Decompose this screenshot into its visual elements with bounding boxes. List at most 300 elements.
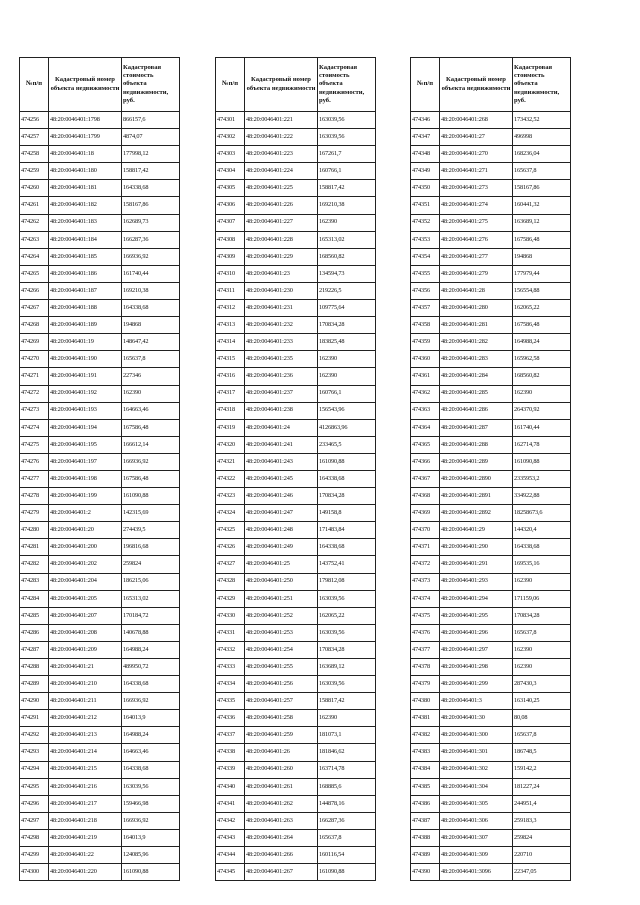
- cell-cadastral-cost: 163039,56: [318, 590, 376, 607]
- cell-cadastral-number: 48:20:0046401:215: [49, 761, 122, 778]
- cell-cadastral-cost: 162390: [513, 573, 571, 590]
- table-row: [411, 676, 571, 693]
- cell-cadastral-number: 48:20:0046401:289: [440, 453, 513, 470]
- cell-cadastral-number: 48:20:0046401:243: [245, 453, 318, 470]
- cell-cadastral-cost: 164988,24: [122, 641, 180, 658]
- table-row: [411, 727, 571, 744]
- table-row: [411, 368, 571, 385]
- header-num: №п/п: [20, 58, 49, 112]
- table-row: [20, 607, 180, 624]
- cell-cadastral-cost: 164338,68: [122, 300, 180, 317]
- cell-cadastral-cost: 144878,16: [318, 795, 376, 812]
- cell-cadastral-number: 48:20:0046401:24: [245, 419, 318, 436]
- header-num: №п/п: [216, 58, 245, 112]
- cell-num: 474365: [411, 436, 440, 453]
- table-body: [411, 112, 571, 881]
- table-row: [216, 539, 376, 556]
- table-row: [411, 282, 571, 299]
- cell-num: 474268: [20, 317, 49, 334]
- cell-cadastral-number: 48:20:0046401:300: [440, 727, 513, 744]
- cell-cadastral-cost: 161090,88: [513, 453, 571, 470]
- cell-cadastral-cost: 162689,73: [122, 214, 180, 231]
- cell-cadastral-number: 48:20:0046401:3096: [440, 864, 513, 881]
- table-row: [411, 522, 571, 539]
- cell-num: 474318: [216, 402, 245, 419]
- cell-cadastral-number: 48:20:0046401:298: [440, 659, 513, 676]
- cell-num: 474388: [411, 829, 440, 846]
- cell-num: 474285: [20, 607, 49, 624]
- table-row: [216, 197, 376, 214]
- cell-cadastral-cost: 22347,05: [513, 864, 571, 881]
- cell-cadastral-cost: 163714,78: [318, 761, 376, 778]
- cell-cadastral-number: 48:20:0046401:302: [440, 761, 513, 778]
- cell-num: 474359: [411, 334, 440, 351]
- cell-cadastral-number: 48:20:0046401:202: [49, 556, 122, 573]
- cell-num: 474357: [411, 300, 440, 317]
- table-row: [20, 385, 180, 402]
- cell-cadastral-number: 48:20:0046401:253: [245, 624, 318, 641]
- cell-cadastral-number: 48:20:0046401:262: [245, 795, 318, 812]
- cadastral-table-2: [215, 57, 376, 881]
- cell-cadastral-number: 48:20:0046401:260: [245, 761, 318, 778]
- cell-num: 474336: [216, 710, 245, 727]
- cell-cadastral-number: 48:20:0046401:248: [245, 522, 318, 539]
- cell-cadastral-number: 48:20:0046401:301: [440, 744, 513, 761]
- cell-cadastral-cost: 160441,32: [513, 197, 571, 214]
- cell-num: 474257: [20, 129, 49, 146]
- cell-cadastral-cost: 164013,9: [122, 829, 180, 846]
- cell-num: 474344: [216, 847, 245, 864]
- table-row: [411, 864, 571, 881]
- cell-num: 474297: [20, 812, 49, 829]
- cell-cadastral-number: 48:20:0046401:200: [49, 539, 122, 556]
- cell-cadastral-cost: 161740,44: [513, 419, 571, 436]
- cell-cadastral-cost: 274439,5: [122, 522, 180, 539]
- cell-num: 474320: [216, 436, 245, 453]
- cell-cadastral-cost: 165637,8: [513, 163, 571, 180]
- cell-num: 474354: [411, 248, 440, 265]
- table-row: [216, 693, 376, 710]
- table-row: [411, 453, 571, 470]
- cell-cadastral-number: 48:20:0046401:285: [440, 385, 513, 402]
- cell-num: 474269: [20, 334, 49, 351]
- table-row: [20, 710, 180, 727]
- table-row: [20, 282, 180, 299]
- table-row: [216, 590, 376, 607]
- cell-cadastral-cost: 168885,6: [318, 778, 376, 795]
- cell-cadastral-cost: 143752,41: [318, 556, 376, 573]
- cell-cadastral-number: 48:20:0046401:18: [49, 146, 122, 163]
- cell-cadastral-cost: 163039,56: [318, 129, 376, 146]
- cell-cadastral-cost: 165637,8: [513, 727, 571, 744]
- cell-cadastral-number: 48:20:0046401:306: [440, 812, 513, 829]
- cell-cadastral-cost: 173432,52: [513, 112, 571, 129]
- cell-cadastral-cost: 165637,8: [318, 829, 376, 846]
- table-row: [411, 402, 571, 419]
- cell-cadastral-cost: 161090,88: [122, 864, 180, 881]
- cell-cadastral-number: 48:20:0046401:1799: [49, 129, 122, 146]
- cell-cadastral-number: 48:20:0046401:219: [49, 829, 122, 846]
- cell-cadastral-number: 48:20:0046401:274: [440, 197, 513, 214]
- cell-num: 474312: [216, 300, 245, 317]
- cell-cadastral-number: 48:20:0046401:297: [440, 641, 513, 658]
- table-row: [216, 607, 376, 624]
- cell-num: 474309: [216, 248, 245, 265]
- cell-num: 474290: [20, 693, 49, 710]
- cell-cadastral-cost: 496998: [513, 129, 571, 146]
- cell-num: 474274: [20, 419, 49, 436]
- header-cadastral-number: Кадастровый номер объекта недвижимости: [245, 58, 318, 112]
- cell-cadastral-number: 48:20:0046401:228: [245, 231, 318, 248]
- table-row: [411, 710, 571, 727]
- cell-num: 474340: [216, 778, 245, 795]
- cell-num: 474295: [20, 778, 49, 795]
- cell-cadastral-cost: 177979,44: [513, 265, 571, 282]
- cell-cadastral-number: 48:20:0046401:208: [49, 624, 122, 641]
- cell-num: 474270: [20, 351, 49, 368]
- cell-cadastral-number: 48:20:0046401:226: [245, 197, 318, 214]
- table-row: [411, 112, 571, 129]
- cell-cadastral-cost: 167586,48: [513, 231, 571, 248]
- table-row: [411, 470, 571, 487]
- cell-cadastral-cost: 165637,8: [513, 624, 571, 641]
- table-row: [411, 573, 571, 590]
- cell-cadastral-cost: 109775,64: [318, 300, 376, 317]
- cell-num: 474337: [216, 727, 245, 744]
- cell-cadastral-cost: 219226,5: [318, 282, 376, 299]
- cell-num: 474314: [216, 334, 245, 351]
- table-row: [20, 436, 180, 453]
- cell-cadastral-cost: 159142,2: [513, 761, 571, 778]
- cell-num: 474381: [411, 710, 440, 727]
- header-cadastral-number: Кадастровый номер объекта недвижимости: [49, 58, 122, 112]
- cell-num: 474301: [216, 112, 245, 129]
- cell-cadastral-number: 48:20:0046401:288: [440, 436, 513, 453]
- cell-cadastral-number: 48:20:0046401:245: [245, 470, 318, 487]
- cell-cadastral-number: 48:20:0046401:213: [49, 727, 122, 744]
- table-header-row: [20, 58, 180, 112]
- cell-cadastral-cost: 166612,14: [122, 436, 180, 453]
- cell-cadastral-cost: 159466,98: [122, 795, 180, 812]
- table-row: [20, 761, 180, 778]
- cell-num: 474266: [20, 282, 49, 299]
- cell-cadastral-cost: 162390: [122, 385, 180, 402]
- cell-cadastral-cost: 134594,73: [318, 265, 376, 282]
- cell-num: 474385: [411, 778, 440, 795]
- table-row: [216, 470, 376, 487]
- table-row: [20, 693, 180, 710]
- cell-cadastral-number: 48:20:0046401:19: [49, 334, 122, 351]
- cell-num: 474378: [411, 659, 440, 676]
- cell-cadastral-number: 48:20:0046401:279: [440, 265, 513, 282]
- cell-cadastral-number: 48:20:0046401:30: [440, 710, 513, 727]
- cell-cadastral-cost: 194868: [513, 248, 571, 265]
- cell-cadastral-number: 48:20:0046401:193: [49, 402, 122, 419]
- cell-cadastral-number: 48:20:0046401:283: [440, 351, 513, 368]
- table-row: [216, 282, 376, 299]
- cell-num: 474345: [216, 864, 245, 881]
- table-row: [20, 300, 180, 317]
- cell-cadastral-cost: 259183,3: [513, 812, 571, 829]
- cell-cadastral-cost: 124085,96: [122, 847, 180, 864]
- cell-num: 474370: [411, 522, 440, 539]
- table-row: [20, 197, 180, 214]
- cell-cadastral-cost: 18258673,6: [513, 505, 571, 522]
- cell-cadastral-number: 48:20:0046401:281: [440, 317, 513, 334]
- table-row: [20, 488, 180, 505]
- table-header-row: [411, 58, 571, 112]
- cell-num: 474322: [216, 470, 245, 487]
- table-row: [20, 778, 180, 795]
- table-row: [411, 214, 571, 231]
- cell-num: 474258: [20, 146, 49, 163]
- cell-cadastral-cost: 163140,25: [513, 693, 571, 710]
- cell-num: 474349: [411, 163, 440, 180]
- table-row: [20, 129, 180, 146]
- cell-cadastral-cost: 158167,86: [513, 180, 571, 197]
- cell-num: 474278: [20, 488, 49, 505]
- cell-cadastral-number: 48:20:0046401:211: [49, 693, 122, 710]
- cell-num: 474282: [20, 556, 49, 573]
- cell-num: 474294: [20, 761, 49, 778]
- cell-num: 474343: [216, 829, 245, 846]
- cell-cadastral-number: 48:20:0046401:266: [245, 847, 318, 864]
- cell-cadastral-cost: 170834,28: [318, 641, 376, 658]
- table-row: [216, 829, 376, 846]
- cell-cadastral-cost: 169210,38: [318, 197, 376, 214]
- cell-cadastral-number: 48:20:0046401:224: [245, 163, 318, 180]
- cell-cadastral-cost: 866157,6: [122, 112, 180, 129]
- cell-num: 474377: [411, 641, 440, 658]
- cell-num: 474335: [216, 693, 245, 710]
- cell-cadastral-number: 48:20:0046401:229: [245, 248, 318, 265]
- table-row: [411, 744, 571, 761]
- cell-cadastral-cost: 164013,9: [122, 710, 180, 727]
- cell-num: 474305: [216, 180, 245, 197]
- cell-cadastral-number: 48:20:0046401:252: [245, 607, 318, 624]
- table-row: [411, 659, 571, 676]
- cell-cadastral-cost: 166936,92: [122, 248, 180, 265]
- cell-num: 474331: [216, 624, 245, 641]
- cell-cadastral-cost: 162065,22: [513, 300, 571, 317]
- cell-cadastral-cost: 164663,46: [122, 744, 180, 761]
- cell-cadastral-cost: 161740,44: [122, 265, 180, 282]
- table-row: [411, 624, 571, 641]
- cell-cadastral-cost: 162390: [513, 659, 571, 676]
- cell-num: 474380: [411, 693, 440, 710]
- cell-cadastral-number: 48:20:0046401:273: [440, 180, 513, 197]
- table-row: [411, 163, 571, 180]
- table-row: [216, 385, 376, 402]
- table-row: [411, 231, 571, 248]
- cell-num: 474262: [20, 214, 49, 231]
- cell-cadastral-number: 48:20:0046401:29: [440, 522, 513, 539]
- table-row: [20, 624, 180, 641]
- table-row: [411, 539, 571, 556]
- cell-cadastral-number: 48:20:0046401:287: [440, 419, 513, 436]
- cell-cadastral-cost: 164988,24: [513, 334, 571, 351]
- cell-num: 474303: [216, 146, 245, 163]
- cell-cadastral-number: 48:20:0046401:207: [49, 607, 122, 624]
- cell-cadastral-cost: 164338,68: [122, 180, 180, 197]
- cell-cadastral-cost: 161090,88: [318, 864, 376, 881]
- cell-num: 474326: [216, 539, 245, 556]
- cell-cadastral-number: 48:20:0046401:191: [49, 368, 122, 385]
- cell-cadastral-cost: 177998,12: [122, 146, 180, 163]
- cadastral-table-3: [410, 57, 571, 881]
- cell-num: 474341: [216, 795, 245, 812]
- table-row: [20, 864, 180, 881]
- cell-cadastral-cost: 287430,3: [513, 676, 571, 693]
- cell-cadastral-number: 48:20:0046401:280: [440, 300, 513, 317]
- cell-num: 474311: [216, 282, 245, 299]
- cell-num: 474281: [20, 539, 49, 556]
- cell-cadastral-number: 48:20:0046401:198: [49, 470, 122, 487]
- cell-cadastral-cost: 165637,8: [122, 351, 180, 368]
- table-row: [216, 453, 376, 470]
- cell-cadastral-number: 48:20:0046401:21: [49, 659, 122, 676]
- cell-cadastral-number: 48:20:0046401:220: [49, 864, 122, 881]
- table-row: [411, 248, 571, 265]
- cell-num: 474369: [411, 505, 440, 522]
- cell-num: 474325: [216, 522, 245, 539]
- cell-num: 474296: [20, 795, 49, 812]
- table-row: [216, 847, 376, 864]
- cell-num: 474291: [20, 710, 49, 727]
- table-row: [411, 146, 571, 163]
- cell-cadastral-number: 48:20:0046401:307: [440, 829, 513, 846]
- cell-num: 474350: [411, 180, 440, 197]
- table-row: [20, 163, 180, 180]
- table-row: [20, 590, 180, 607]
- cell-cadastral-cost: 140678,88: [122, 624, 180, 641]
- table-row: [216, 248, 376, 265]
- cell-cadastral-cost: 161090,88: [122, 488, 180, 505]
- cell-cadastral-cost: 168560,82: [513, 368, 571, 385]
- table-row: [216, 180, 376, 197]
- table-row: [216, 659, 376, 676]
- table-row: [20, 795, 180, 812]
- cell-cadastral-number: 48:20:0046401:233: [245, 334, 318, 351]
- cell-cadastral-number: 48:20:0046401:222: [245, 129, 318, 146]
- cell-cadastral-cost: 165313,02: [318, 231, 376, 248]
- cell-cadastral-cost: 186748,5: [513, 744, 571, 761]
- table-row: [411, 812, 571, 829]
- table-row: [20, 659, 180, 676]
- cell-num: 474329: [216, 590, 245, 607]
- table-row: [411, 847, 571, 864]
- table-row: [411, 351, 571, 368]
- cell-cadastral-cost: 4874,07: [122, 129, 180, 146]
- cell-cadastral-cost: 179812,08: [318, 573, 376, 590]
- cell-num: 474339: [216, 761, 245, 778]
- cell-num: 474275: [20, 436, 49, 453]
- table-row: [216, 402, 376, 419]
- cell-cadastral-number: 48:20:0046401:305: [440, 795, 513, 812]
- table-row: [411, 265, 571, 282]
- table-row: [216, 710, 376, 727]
- cell-cadastral-cost: 164338,68: [122, 761, 180, 778]
- cell-cadastral-number: 48:20:0046401:217: [49, 795, 122, 812]
- table-row: [411, 180, 571, 197]
- table-row: [20, 351, 180, 368]
- table-row: [216, 556, 376, 573]
- cell-cadastral-number: 48:20:0046401:299: [440, 676, 513, 693]
- cell-num: 474383: [411, 744, 440, 761]
- table-row: [216, 300, 376, 317]
- cell-num: 474364: [411, 419, 440, 436]
- cell-cadastral-number: 48:20:0046401:22: [49, 847, 122, 864]
- header-num: №п/п: [411, 58, 440, 112]
- cell-cadastral-cost: 163689,12: [513, 214, 571, 231]
- cell-cadastral-cost: 160116,54: [318, 847, 376, 864]
- table-row: [20, 522, 180, 539]
- table-row: [411, 300, 571, 317]
- cell-num: 474317: [216, 385, 245, 402]
- cell-num: 474289: [20, 676, 49, 693]
- cell-cadastral-cost: 2335953,2: [513, 470, 571, 487]
- cell-cadastral-number: 48:20:0046401:185: [49, 248, 122, 265]
- cell-num: 474346: [411, 112, 440, 129]
- cell-cadastral-cost: 162390: [318, 368, 376, 385]
- cell-cadastral-number: 48:20:0046401:235: [245, 351, 318, 368]
- table-row: [411, 488, 571, 505]
- cell-cadastral-cost: 166287,36: [318, 812, 376, 829]
- table-row: [20, 744, 180, 761]
- cell-cadastral-cost: 168560,82: [318, 248, 376, 265]
- table-body: [216, 112, 376, 881]
- table-row: [216, 488, 376, 505]
- table-row: [20, 368, 180, 385]
- table-row: [411, 778, 571, 795]
- table-row: [20, 214, 180, 231]
- table-row: [20, 847, 180, 864]
- cell-cadastral-number: 48:20:0046401:264: [245, 829, 318, 846]
- cell-num: 474374: [411, 590, 440, 607]
- cell-cadastral-cost: 163039,56: [318, 112, 376, 129]
- cell-cadastral-number: 48:20:0046401:270: [440, 146, 513, 163]
- cell-cadastral-number: 48:20:0046401:189: [49, 317, 122, 334]
- cell-cadastral-number: 48:20:0046401:23: [245, 265, 318, 282]
- cell-num: 474323: [216, 488, 245, 505]
- cell-num: 474352: [411, 214, 440, 231]
- cell-cadastral-cost: 166936,92: [122, 693, 180, 710]
- cell-num: 474327: [216, 556, 245, 573]
- cell-cadastral-number: 48:20:0046401:237: [245, 385, 318, 402]
- cell-cadastral-cost: 156543,96: [318, 402, 376, 419]
- table-row: [216, 436, 376, 453]
- cell-num: 474356: [411, 282, 440, 299]
- cell-cadastral-number: 48:20:0046401:195: [49, 436, 122, 453]
- cell-cadastral-number: 48:20:0046401:236: [245, 368, 318, 385]
- cell-cadastral-number: 48:20:0046401:204: [49, 573, 122, 590]
- cell-cadastral-number: 48:20:0046401:2892: [440, 505, 513, 522]
- cell-cadastral-number: 48:20:0046401:277: [440, 248, 513, 265]
- cell-cadastral-cost: 158817,42: [318, 693, 376, 710]
- cell-num: 474310: [216, 265, 245, 282]
- cell-cadastral-number: 48:20:0046401:187: [49, 282, 122, 299]
- cell-cadastral-number: 48:20:0046401:184: [49, 231, 122, 248]
- cell-cadastral-number: 48:20:0046401:218: [49, 812, 122, 829]
- cell-num: 474304: [216, 163, 245, 180]
- cell-num: 474355: [411, 265, 440, 282]
- cell-cadastral-cost: 194868: [122, 317, 180, 334]
- cell-cadastral-cost: 166287,36: [122, 231, 180, 248]
- table-row: [20, 402, 180, 419]
- cell-cadastral-cost: 142315,69: [122, 505, 180, 522]
- cell-cadastral-cost: 161090,88: [318, 453, 376, 470]
- cell-num: 474389: [411, 847, 440, 864]
